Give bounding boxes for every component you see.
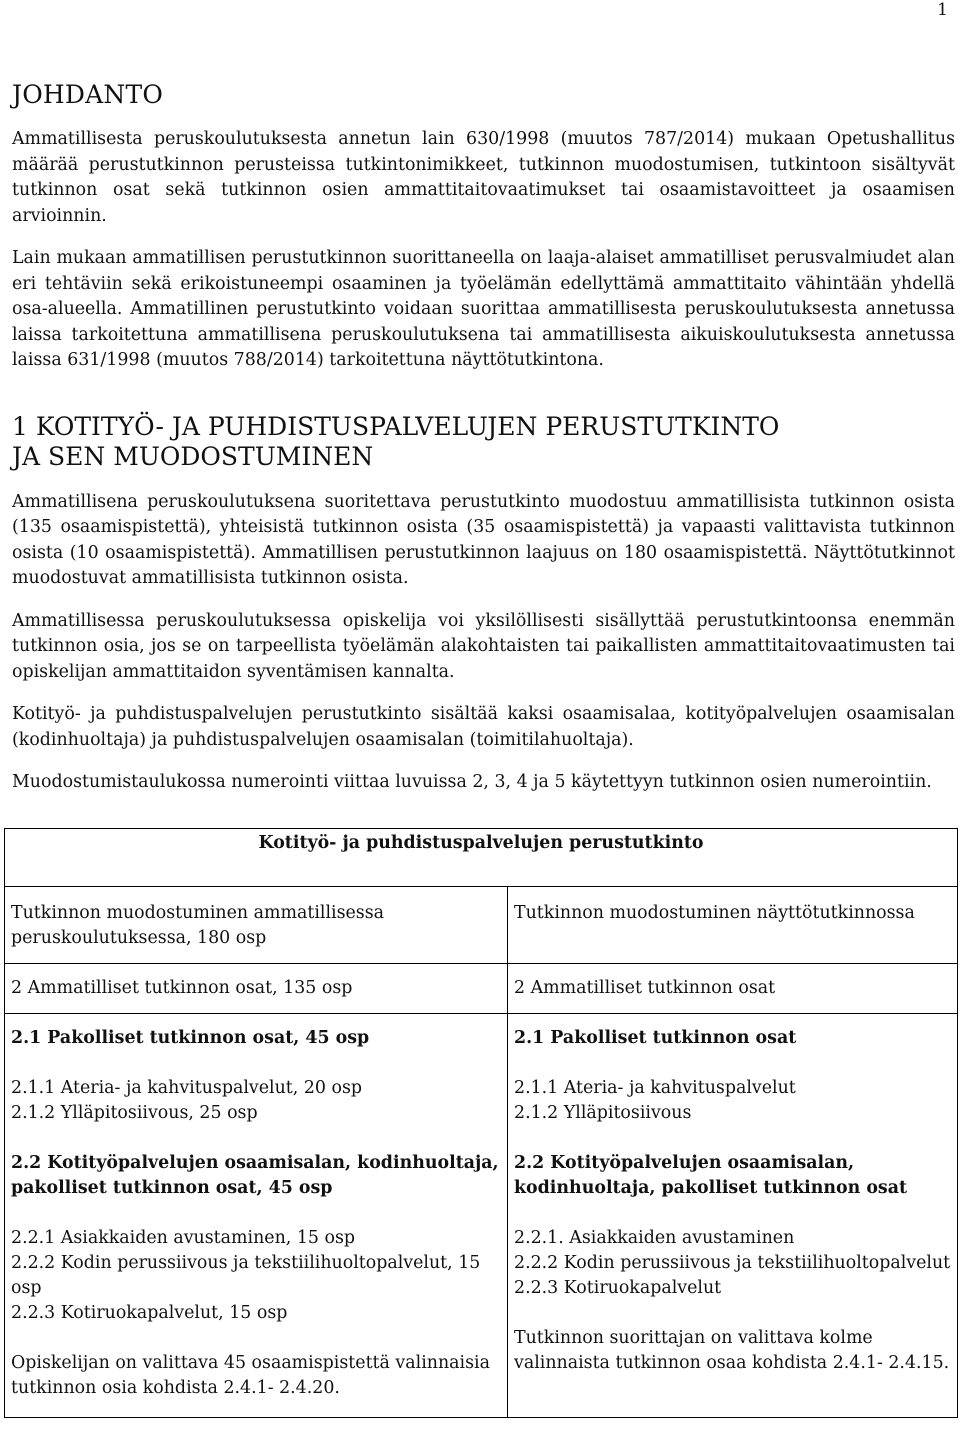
section-paragraph-1: Ammatillisena peruskoulutuksena suoritettava perustutkinto muodostuu ammatillisista tutkinnon osista (135 osaamispistettä), yhteisistä tutkinnon osista (35 osaamispistettä) ja vapaasti valittavista tutkinnon osista (10 osaamispistettä). Ammatillisen perustutkinnon laajuus on 180 osaamispistettä. Näyttötutkinnot muodostuvat ammatillisista tutkinnon osista. <box>12 491 955 588</box>
section-heading-line-1: 1 KOTITYÖ- JA PUHDISTUSPALVELUJEN PERUSTUTKINTO <box>12 411 780 441</box>
right-program-item-2: 2.2.2 Kodin perussiivous ja tekstiilihuoltopalvelut <box>514 1253 951 1273</box>
section-heading-line-2: JA SEN MUODOSTUMINEN <box>12 441 374 471</box>
left-group-label: 2 Ammatilliset tutkinnon osat, 135 osp <box>11 978 353 998</box>
right-group-cell <box>508 964 958 1014</box>
section-paragraph-4: Muodostumistaulukossa numerointi viittaa luvuissa 2, 3, 4 ja 5 käytettyyn tutkinnon osien numerointiin. <box>12 772 932 792</box>
table-title: Kotityö- ja puhdistuspalvelujen perustutkinto <box>5 829 958 887</box>
left-mandatory-item-2: 2.1.2 Ylläpitosiivous, 25 osp <box>11 1103 258 1123</box>
section-heading <box>12 412 955 472</box>
intro-paragraph-1: Ammatillisesta peruskoulutuksesta annetun lain 630/1998 (muutos 787/2014) mukaan Opetushallitus määrää perustutkinnon perusteissa tutkintonimikkeet, tutkinnon muodostumisen, tutkintoon sisältyvät tutkinnon osat sekä tutkinnon osien ammattitaitovaatimukset tai osaamistavoitteet ja osaamisen arvioinnin. <box>12 129 955 226</box>
left-mandatory-heading: 2.1 Pakolliset tutkinnon osat, 45 osp <box>11 1028 370 1048</box>
right-mandatory-item-2: 2.1.2 Ylläpitosiivous <box>514 1103 692 1123</box>
left-program-item-3: 2.2.3 Kotiruokapalvelut, 15 osp <box>11 1303 288 1323</box>
left-program-item-2: 2.2.2 Kodin perussiivous ja tekstiilihuoltopalvelut, 15 osp <box>11 1253 481 1298</box>
left-mandatory-item-1: 2.1.1 Ateria- ja kahvituspalvelut, 20 osp <box>11 1078 363 1098</box>
right-program-item-1: 2.2.1. Asiakkaiden avustaminen <box>514 1228 795 1248</box>
left-header-text: Tutkinnon muodostuminen ammatillisessa peruskoulutuksessa, 180 osp <box>11 903 385 948</box>
section-paragraph-2: Ammatillisessa peruskoulutuksessa opiskelija voi yksilöllisesti sisällyttää perustutkintoonsa enemmän tutkinnon osia, jos se on tarpeellista työelämän alakohtaisten tai paikallisten ammattitaitovaatimusten tai opiskelijan ammattitaidon syventämisen kannalta. <box>12 610 955 682</box>
right-elective-note: Tutkinnon suorittajan on valittava kolme valinnaista tutkinnon osaa kohdista 2.4.1- 2.4.15. <box>514 1328 950 1373</box>
right-mandatory-item-1: 2.1.1 Ateria- ja kahvituspalvelut <box>514 1078 796 1098</box>
right-mandatory-heading: 2.1 Pakolliset tutkinnon osat <box>514 1028 797 1048</box>
right-column-header <box>508 887 958 964</box>
right-header-text: Tutkinnon muodostuminen näyttötutkinnossa <box>514 903 915 923</box>
right-program-heading: 2.2 Kotityöpalvelujen osaamisalan, kodinhuoltaja, pakolliset tutkinnon osat <box>514 1153 908 1198</box>
left-column-header <box>5 887 508 964</box>
left-program-item-1: 2.2.1 Asiakkaiden avustaminen, 15 osp <box>11 1228 356 1248</box>
right-program-item-3: 2.2.3 Kotiruokapalvelut <box>514 1278 722 1298</box>
left-content-cell <box>5 1014 508 1418</box>
page-number: 1 <box>937 0 948 20</box>
left-group-cell <box>5 964 508 1014</box>
intro-heading: JOHDANTO <box>12 80 164 109</box>
intro-paragraph-2: Lain mukaan ammatillisen perustutkinnon suorittaneella on laaja-alaiset ammatilliset perusvalmiudet alan eri tehtäviin sekä erikoistuneempi osaaminen ja työelämän edellyttämä ammattitaito vähintään yhdellä osa-alueella. Ammatillinen perustutkinto voidaan suorittaa ammatillisesta peruskoulutuksesta annetussa laissa tarkoitettuna ammatillisena peruskoulutuksena tai ammatillisesta aikuiskoulutuksesta annetussa laissa 631/1998 (muutos 788/2014) tarkoitettuna näyttötutkintona. <box>12 248 955 370</box>
composition-table <box>4 828 958 1418</box>
right-content-cell <box>508 1014 958 1418</box>
left-elective-note: Opiskelijan on valittava 45 osaamispistettä valinnaisia tutkinnon osia kohdista 2.4.1- 2.4.20. <box>11 1353 490 1398</box>
left-program-heading: 2.2 Kotityöpalvelujen osaamisalan, kodinhuoltaja, pakolliset tutkinnon osat, 45 osp <box>11 1153 499 1198</box>
document-body <box>12 80 955 813</box>
section-paragraph-3: Kotityö- ja puhdistuspalvelujen perustutkinto sisältää kaksi osaamisalaa, kotityöpalvelujen osaamisalan (kodinhuoltaja) ja puhdistuspalvelujen osaamisalan (toimitilahuoltaja). <box>12 704 955 750</box>
right-group-label: 2 Ammatilliset tutkinnon osat <box>514 978 776 998</box>
